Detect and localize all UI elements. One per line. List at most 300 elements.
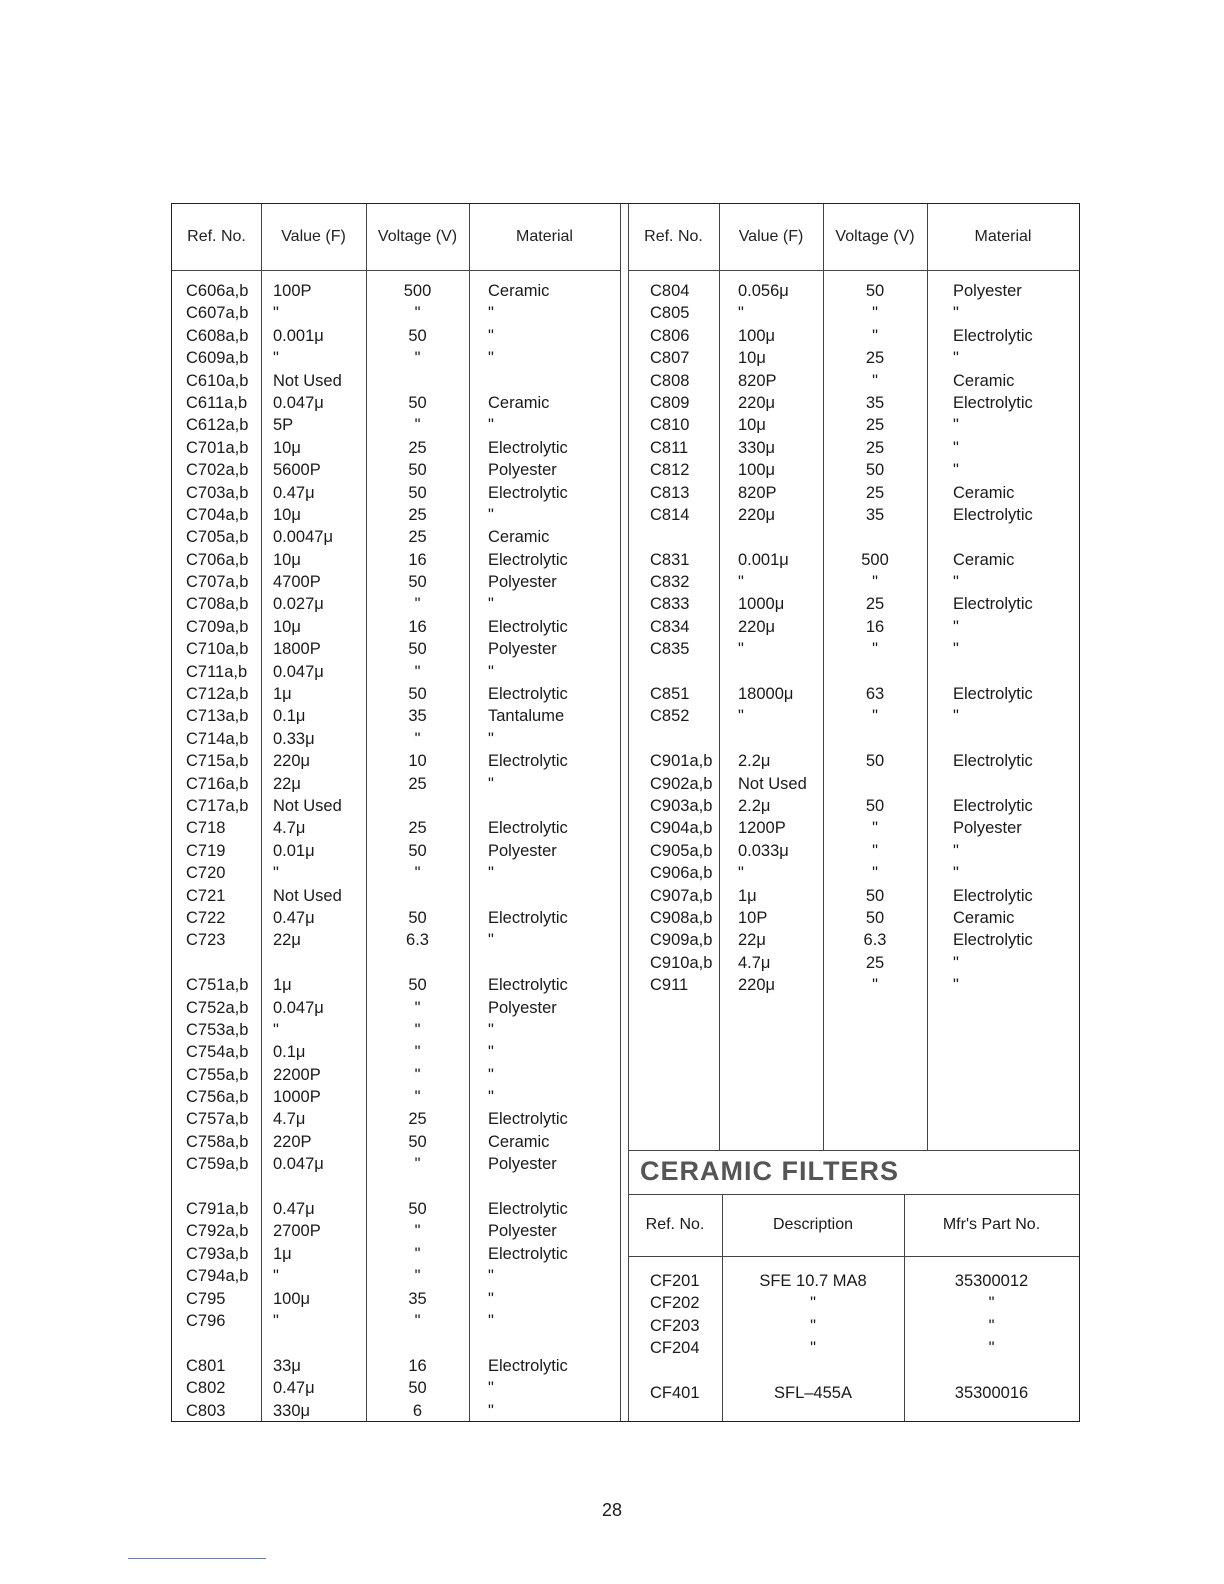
table-cell-material: " xyxy=(488,1088,494,1107)
cf-cell-part: 35300012 xyxy=(954,1272,1029,1290)
table-cell-value: " xyxy=(273,1267,279,1286)
table-cell-voltage: 25 xyxy=(865,438,885,457)
cf-cell-description: SFL–455A xyxy=(774,1383,852,1402)
table-cell-material: Polyester xyxy=(953,282,1022,300)
cf-header-ref: Ref. No. xyxy=(645,1216,705,1233)
table-cell-value: 1000P xyxy=(273,1088,321,1107)
table-cell-value: 1000μ xyxy=(738,595,785,614)
table-cell-ref: C910a,b xyxy=(650,953,713,972)
table-cell-voltage: 50 xyxy=(865,752,885,771)
table-cell-ref: C811 xyxy=(650,438,689,457)
table-cell-ref: C754a,b xyxy=(186,1043,249,1062)
table-cell-voltage: 50 xyxy=(408,685,427,704)
table-cell-value: 0.0047μ xyxy=(273,528,333,547)
table-cell-ref xyxy=(186,1332,261,1354)
table-cell-ref: C804 xyxy=(650,282,690,300)
table-cell-voltage: 500 xyxy=(861,550,889,569)
table-cell-voltage: 50 xyxy=(408,640,427,659)
table-cell-ref: C759a,b xyxy=(186,1155,249,1174)
table-cell-material: Polyester xyxy=(488,841,557,860)
cf-cell-ref: CF401 xyxy=(650,1383,700,1402)
table-cell-ref: C713a,b xyxy=(186,707,249,726)
table-cell-material: " xyxy=(953,416,959,435)
table-cell-value: 0.33μ xyxy=(273,729,315,748)
table-cell-value: 4.7μ xyxy=(273,819,306,838)
table-cell-material: " xyxy=(488,1401,494,1420)
header-material: Material xyxy=(974,228,1032,245)
table-cell-material: " xyxy=(953,864,959,883)
table-cell-ref: C902a,b xyxy=(650,774,713,793)
header-voltage: Voltage (V) xyxy=(377,228,458,245)
table-cell-voltage xyxy=(366,795,469,817)
table-cell-voltage: " xyxy=(414,998,421,1017)
table-cell-material: " xyxy=(953,841,959,860)
table-cell-value: 220μ xyxy=(738,505,776,524)
table-cell-value: 220μ xyxy=(738,976,776,995)
table-cell-voltage: 25 xyxy=(408,438,427,457)
table-cell-ref: C752a,b xyxy=(186,998,249,1017)
table-cell-voltage: 35 xyxy=(865,393,885,412)
table-cell-value: 0.047μ xyxy=(273,393,324,412)
table-cell-value: 10μ xyxy=(738,416,766,435)
cf-ref-column xyxy=(650,1270,722,1404)
table-cell-ref: C706a,b xyxy=(186,550,249,569)
table-cell-ref: C707a,b xyxy=(186,573,249,592)
table-cell-value: 100μ xyxy=(738,326,776,345)
table-cell-material: " xyxy=(488,1043,494,1062)
table-cell-material: Electrolytic xyxy=(953,505,1033,524)
table-cell-value: 5P xyxy=(273,416,294,435)
table-cell-ref: C794a,b xyxy=(186,1267,249,1286)
table-cell-voltage: 16 xyxy=(865,617,885,636)
table-cell-value: 22μ xyxy=(738,931,766,950)
table-cell-material: " xyxy=(488,1289,494,1308)
table-cell-voltage: 25 xyxy=(865,595,885,614)
cf-cell-part: " xyxy=(988,1294,995,1313)
left-voltage-column xyxy=(366,280,469,1422)
table-cell-material: " xyxy=(488,1267,494,1286)
table-cell-voltage: 25 xyxy=(408,1110,427,1129)
table-cell-material xyxy=(488,1176,618,1198)
table-cell-material: Electrolytic xyxy=(953,393,1033,412)
table-cell-ref: C608a,b xyxy=(186,326,249,345)
table-cell-voltage xyxy=(366,952,469,974)
table-cell-material: Polyester xyxy=(488,998,557,1017)
table-cell-value: 100P xyxy=(273,282,312,300)
table-cell-material: " xyxy=(488,304,494,323)
table-cell-ref: C721 xyxy=(186,886,226,905)
table-cell-voltage: " xyxy=(414,595,421,614)
table-cell-value: 100μ xyxy=(273,1289,311,1308)
table-cell-material: Polyester xyxy=(488,1155,557,1174)
table-cell-material: " xyxy=(488,1311,494,1330)
table-cell-value: 100μ xyxy=(738,461,776,480)
table-cell-voltage: 50 xyxy=(408,326,427,345)
table-cell-voltage: " xyxy=(414,662,421,681)
table-cell-value: 10μ xyxy=(273,438,301,457)
table-cell-value: 0.47μ xyxy=(273,1379,315,1398)
table-cell-voltage: 50 xyxy=(408,841,427,860)
table-cell-material: Electrolytic xyxy=(488,1200,568,1219)
table-cell-value: 220μ xyxy=(273,752,311,771)
table-cell-ref: C723 xyxy=(186,931,226,950)
table-cell-material: " xyxy=(953,953,959,972)
table-cell-voltage: 25 xyxy=(865,349,885,368)
table-cell-material: Electrolytic xyxy=(488,1110,568,1129)
table-cell-voltage: 16 xyxy=(408,1356,427,1375)
table-cell-material: Polyester xyxy=(488,1222,557,1241)
table-cell-value: " xyxy=(738,640,744,659)
table-cell-value: " xyxy=(738,304,744,323)
cf-cell-ref: CF204 xyxy=(650,1339,700,1358)
table-cell-material: " xyxy=(488,505,494,524)
table-cell-material: Electrolytic xyxy=(953,886,1033,905)
table-cell-ref xyxy=(186,1176,261,1198)
table-cell-voltage: " xyxy=(414,1020,421,1039)
table-cell-value xyxy=(273,952,366,974)
table-cell-value: 22μ xyxy=(273,774,301,793)
table-cell-ref: C832 xyxy=(650,573,690,592)
cf-cell-ref xyxy=(650,1360,722,1382)
table-cell-material: " xyxy=(488,326,494,345)
table-cell-voltage: 50 xyxy=(408,393,427,412)
table-cell-ref: C751a,b xyxy=(186,976,249,995)
table-cell-ref xyxy=(186,952,261,974)
table-cell-material: Ceramic xyxy=(953,483,1015,502)
table-cell-value: 10μ xyxy=(738,349,766,368)
table-cell-voltage: 50 xyxy=(865,908,885,927)
table-cell-voltage: " xyxy=(872,371,878,390)
table-cell-value: 0.1μ xyxy=(273,1043,306,1062)
table-cell-value: 0.47μ xyxy=(273,908,315,927)
table-cell-voltage: 25 xyxy=(865,953,885,972)
table-cell-material: " xyxy=(953,617,959,636)
cf-cell-ref: CF203 xyxy=(650,1316,700,1335)
table-cell-voltage: 50 xyxy=(408,1379,427,1398)
table-cell-value: " xyxy=(273,864,279,883)
cf-cell-part: 35300016 xyxy=(954,1383,1029,1402)
table-cell-value: 2200P xyxy=(273,1065,321,1084)
table-cell-value xyxy=(738,661,823,683)
table-cell-value: 2.2μ xyxy=(738,752,771,771)
table-cell-material: " xyxy=(488,349,494,368)
table-cell-material: Electrolytic xyxy=(488,976,568,995)
cf-cell-ref: CF202 xyxy=(650,1294,700,1313)
table-cell-value xyxy=(273,1176,366,1198)
table-cell-ref: C905a,b xyxy=(650,841,713,860)
table-cell-material: Ceramic xyxy=(953,371,1015,390)
table-cell-ref: C795 xyxy=(186,1289,226,1308)
table-cell-material: " xyxy=(953,349,959,368)
table-cell-voltage: 35 xyxy=(408,707,427,726)
table-cell-voltage: " xyxy=(414,1222,421,1241)
header-value: Value (F) xyxy=(738,228,804,245)
table-cell-voltage: " xyxy=(414,1065,421,1084)
table-cell-voltage: 6.3 xyxy=(406,931,429,950)
table-cell-material: Polyester xyxy=(488,461,557,480)
table-cell-ref: C705a,b xyxy=(186,528,249,547)
cf-cell-ref: CF201 xyxy=(650,1272,700,1290)
right-value-column xyxy=(738,280,823,997)
table-cell-value: Not Used xyxy=(738,774,807,793)
table-cell-value: " xyxy=(273,349,279,368)
left-value-column xyxy=(273,280,366,1422)
table-cell-value: 0.47μ xyxy=(273,483,315,502)
divider xyxy=(620,204,621,1421)
table-cell-voltage: " xyxy=(872,819,878,838)
table-cell-material: " xyxy=(953,573,959,592)
table-cell-material: " xyxy=(953,461,959,480)
ceramic-filters-title: CERAMIC FILTERS xyxy=(640,1156,899,1186)
table-cell-ref: C704a,b xyxy=(186,505,249,524)
table-cell-voltage xyxy=(366,1176,469,1198)
right-voltage-column xyxy=(823,280,927,997)
right-material-column xyxy=(953,280,1077,997)
table-cell-material: " xyxy=(488,729,494,748)
table-cell-material: Electrolytic xyxy=(488,1244,568,1263)
table-cell-material xyxy=(953,728,1077,750)
table-cell-material: " xyxy=(488,931,494,950)
table-cell-material: Electrolytic xyxy=(953,931,1033,950)
cf-cell-part xyxy=(904,1360,1079,1382)
table-cell-ref: C906a,b xyxy=(650,864,713,883)
table-cell-voltage: " xyxy=(414,1244,421,1263)
header-rule xyxy=(628,270,1079,271)
table-cell-ref: C831 xyxy=(650,550,690,569)
table-cell-value xyxy=(273,1332,366,1354)
table-cell-value: 2700P xyxy=(273,1222,321,1241)
table-cell-value: 1μ xyxy=(273,976,292,995)
table-cell-material: " xyxy=(953,707,959,726)
table-cell-ref: C908a,b xyxy=(650,908,713,927)
table-cell-voltage: 25 xyxy=(865,416,885,435)
right-ref-column xyxy=(650,280,719,997)
table-cell-material: Electrolytic xyxy=(488,685,568,704)
table-cell-value xyxy=(738,526,823,548)
cf-cell-part: " xyxy=(988,1339,995,1358)
cf-cell-description: " xyxy=(810,1294,816,1313)
table-cell-value: 4700P xyxy=(273,573,321,592)
table-cell-material: Ceramic xyxy=(953,550,1015,569)
table-cell-voltage: 16 xyxy=(408,617,427,636)
table-cell-value: 0.033μ xyxy=(738,841,789,860)
table-cell-material xyxy=(488,795,618,817)
table-cell-voltage: 6.3 xyxy=(863,931,887,950)
table-cell-material: " xyxy=(488,662,494,681)
table-cell-ref: C708a,b xyxy=(186,595,249,614)
header-rule xyxy=(628,1256,1079,1257)
table-cell-value: " xyxy=(738,573,744,592)
table-cell-ref: C710a,b xyxy=(186,640,249,659)
table-cell-material: Electrolytic xyxy=(953,326,1033,345)
table-cell-voltage: " xyxy=(414,416,421,435)
table-cell-value: 820P xyxy=(738,483,777,502)
table-cell-voltage: " xyxy=(872,976,878,995)
table-cell-value: 0.027μ xyxy=(273,595,324,614)
table-cell-ref: C808 xyxy=(650,371,690,390)
table-cell-ref: C793a,b xyxy=(186,1244,249,1263)
table-cell-ref: C805 xyxy=(650,304,690,323)
table-cell-material: Polyester xyxy=(953,819,1022,838)
table-cell-value: 4.7μ xyxy=(738,953,771,972)
table-cell-voltage: " xyxy=(414,1311,421,1330)
table-cell-ref: C609a,b xyxy=(186,349,249,368)
cf-cell-description: " xyxy=(810,1316,816,1335)
header-ref: Ref. No. xyxy=(644,228,703,245)
table-cell-value xyxy=(738,728,823,750)
table-cell-value: 4.7μ xyxy=(273,1110,306,1129)
table-cell-ref: C717a,b xyxy=(186,796,249,815)
table-cell-voltage xyxy=(366,370,469,392)
table-cell-value: " xyxy=(738,864,744,883)
table-cell-voltage: " xyxy=(414,1267,421,1286)
table-cell-value: 0.47μ xyxy=(273,1200,315,1219)
table-cell-material: Electrolytic xyxy=(488,1356,568,1375)
table-cell-voltage: 35 xyxy=(865,505,885,524)
table-cell-voltage: 25 xyxy=(865,483,885,502)
table-cell-voltage: " xyxy=(414,864,421,883)
table-cell-voltage: " xyxy=(872,707,878,726)
table-cell-ref: C719 xyxy=(186,841,226,860)
table-cell-ref: C791a,b xyxy=(186,1200,249,1219)
table-cell-voltage: 50 xyxy=(865,796,885,815)
table-cell-material: Ceramic xyxy=(953,908,1015,927)
cf-cell-part: " xyxy=(988,1316,995,1335)
left-material-column xyxy=(488,280,618,1422)
divider xyxy=(719,204,720,1151)
table-cell-material: " xyxy=(953,976,959,995)
table-cell-ref: C701a,b xyxy=(186,438,249,457)
table-cell-material: Electrolytic xyxy=(488,908,568,927)
table-cell-ref: C709a,b xyxy=(186,617,249,636)
table-cell-ref: C851 xyxy=(650,685,690,704)
table-cell-value: 1μ xyxy=(738,886,757,905)
table-cell-ref: C756a,b xyxy=(186,1088,249,1107)
table-cell-voltage: " xyxy=(872,304,878,323)
cf-cell-description: " xyxy=(810,1339,816,1358)
table-cell-material: " xyxy=(953,304,959,323)
table-cell-voltage xyxy=(366,885,469,907)
table-cell-value: 220μ xyxy=(738,393,776,412)
table-cell-ref: C803 xyxy=(186,1401,226,1420)
cf-description-column xyxy=(722,1270,904,1404)
table-cell-value: 22μ xyxy=(273,931,301,950)
table-cell-value: 0.001μ xyxy=(738,550,789,569)
table-cell-ref: C903a,b xyxy=(650,796,713,815)
table-cell-ref: C720 xyxy=(186,864,226,883)
table-cell-value: 0.001μ xyxy=(273,326,324,345)
table-cell-ref: C911 xyxy=(650,976,689,995)
table-cell-ref: C714a,b xyxy=(186,729,249,748)
table-cell-value: " xyxy=(273,1020,279,1039)
table-cell-voltage: 25 xyxy=(408,774,427,793)
table-cell-voltage xyxy=(823,773,927,795)
table-cell-voltage: " xyxy=(872,841,878,860)
table-cell-ref: C809 xyxy=(650,393,690,412)
table-cell-ref: C901a,b xyxy=(650,752,713,771)
table-cell-voltage: 50 xyxy=(408,461,427,480)
cf-cell-description: SFE 10.7 MA8 xyxy=(759,1272,867,1290)
table-cell-value: 1200P xyxy=(738,819,786,838)
table-cell-material: Electrolytic xyxy=(953,796,1033,815)
table-cell-ref: C907a,b xyxy=(650,886,713,905)
table-cell-material: Ceramic xyxy=(488,393,550,412)
cf-cell-description xyxy=(722,1360,904,1382)
table-cell-value: " xyxy=(738,707,744,726)
table-cell-material xyxy=(488,1332,618,1354)
table-cell-voltage: 50 xyxy=(865,461,885,480)
table-cell-ref: C852 xyxy=(650,707,690,726)
table-cell-value: Not Used xyxy=(273,796,342,815)
table-cell-ref: C712a,b xyxy=(186,685,249,704)
table-cell-voltage: 50 xyxy=(408,908,427,927)
table-cell-ref: C833 xyxy=(650,595,690,614)
table-cell-value: 1800P xyxy=(273,640,321,659)
header-value: Value (F) xyxy=(281,228,346,245)
table-cell-voltage: 50 xyxy=(865,282,885,300)
table-cell-voltage: " xyxy=(414,1088,421,1107)
divider xyxy=(261,204,262,1421)
table-cell-material: Electrolytic xyxy=(953,685,1033,704)
table-cell-voltage: " xyxy=(414,1043,421,1062)
table-cell-ref: C702a,b xyxy=(186,461,249,480)
table-cell-value: 0.01μ xyxy=(273,841,315,860)
table-cell-voltage: 25 xyxy=(408,505,427,524)
table-cell-voltage xyxy=(366,1332,469,1354)
table-cell-ref: C835 xyxy=(650,640,690,659)
table-cell-value: " xyxy=(273,1311,279,1330)
footer-line xyxy=(128,1558,266,1559)
table-cell-value: 10μ xyxy=(273,617,301,636)
table-cell-voltage: " xyxy=(872,640,878,659)
table-cell-material: " xyxy=(488,416,494,435)
table-cell-value: Not Used xyxy=(273,371,342,390)
table-cell-ref: C814 xyxy=(650,505,690,524)
table-cell-voltage xyxy=(823,728,927,750)
table-cell-ref: C611a,b xyxy=(186,393,248,412)
table-cell-value: 2.2μ xyxy=(738,796,771,815)
table-cell-material: Electrolytic xyxy=(953,595,1033,614)
table-cell-ref: C792a,b xyxy=(186,1222,249,1241)
table-cell-material: Electrolytic xyxy=(953,752,1033,771)
table-cell-voltage: " xyxy=(414,304,421,323)
table-cell-material: Electrolytic xyxy=(488,617,568,636)
table-cell-value: 10μ xyxy=(273,550,301,569)
table-cell-ref: C715a,b xyxy=(186,752,249,771)
table-cell-voltage: 16 xyxy=(408,550,427,569)
table-cell-material: Ceramic xyxy=(488,282,550,300)
table-cell-material: Polyester xyxy=(488,573,557,592)
table-cell-ref: C753a,b xyxy=(186,1020,249,1039)
table-cell-voltage: " xyxy=(872,326,878,345)
table-cell-material: Ceramic xyxy=(488,1132,550,1151)
header-rule xyxy=(172,270,620,271)
table-cell-material xyxy=(488,952,618,974)
table-cell-material: Tantalume xyxy=(488,707,565,726)
table-cell-material: Polyester xyxy=(488,640,557,659)
table-cell-voltage: 63 xyxy=(865,685,885,704)
table-cell-value: Not Used xyxy=(273,886,342,905)
table-cell-ref: C716a,b xyxy=(186,774,249,793)
table-cell-ref: C802 xyxy=(186,1379,226,1398)
table-cell-ref: C810 xyxy=(650,416,690,435)
table-cell-value: 220μ xyxy=(738,617,776,636)
table-cell-material: Electrolytic xyxy=(488,752,568,771)
table-cell-ref: C807 xyxy=(650,349,690,368)
table-cell-material: Electrolytic xyxy=(488,550,568,569)
table-cell-voltage xyxy=(823,661,927,683)
table-cell-value: 10P xyxy=(738,908,768,927)
